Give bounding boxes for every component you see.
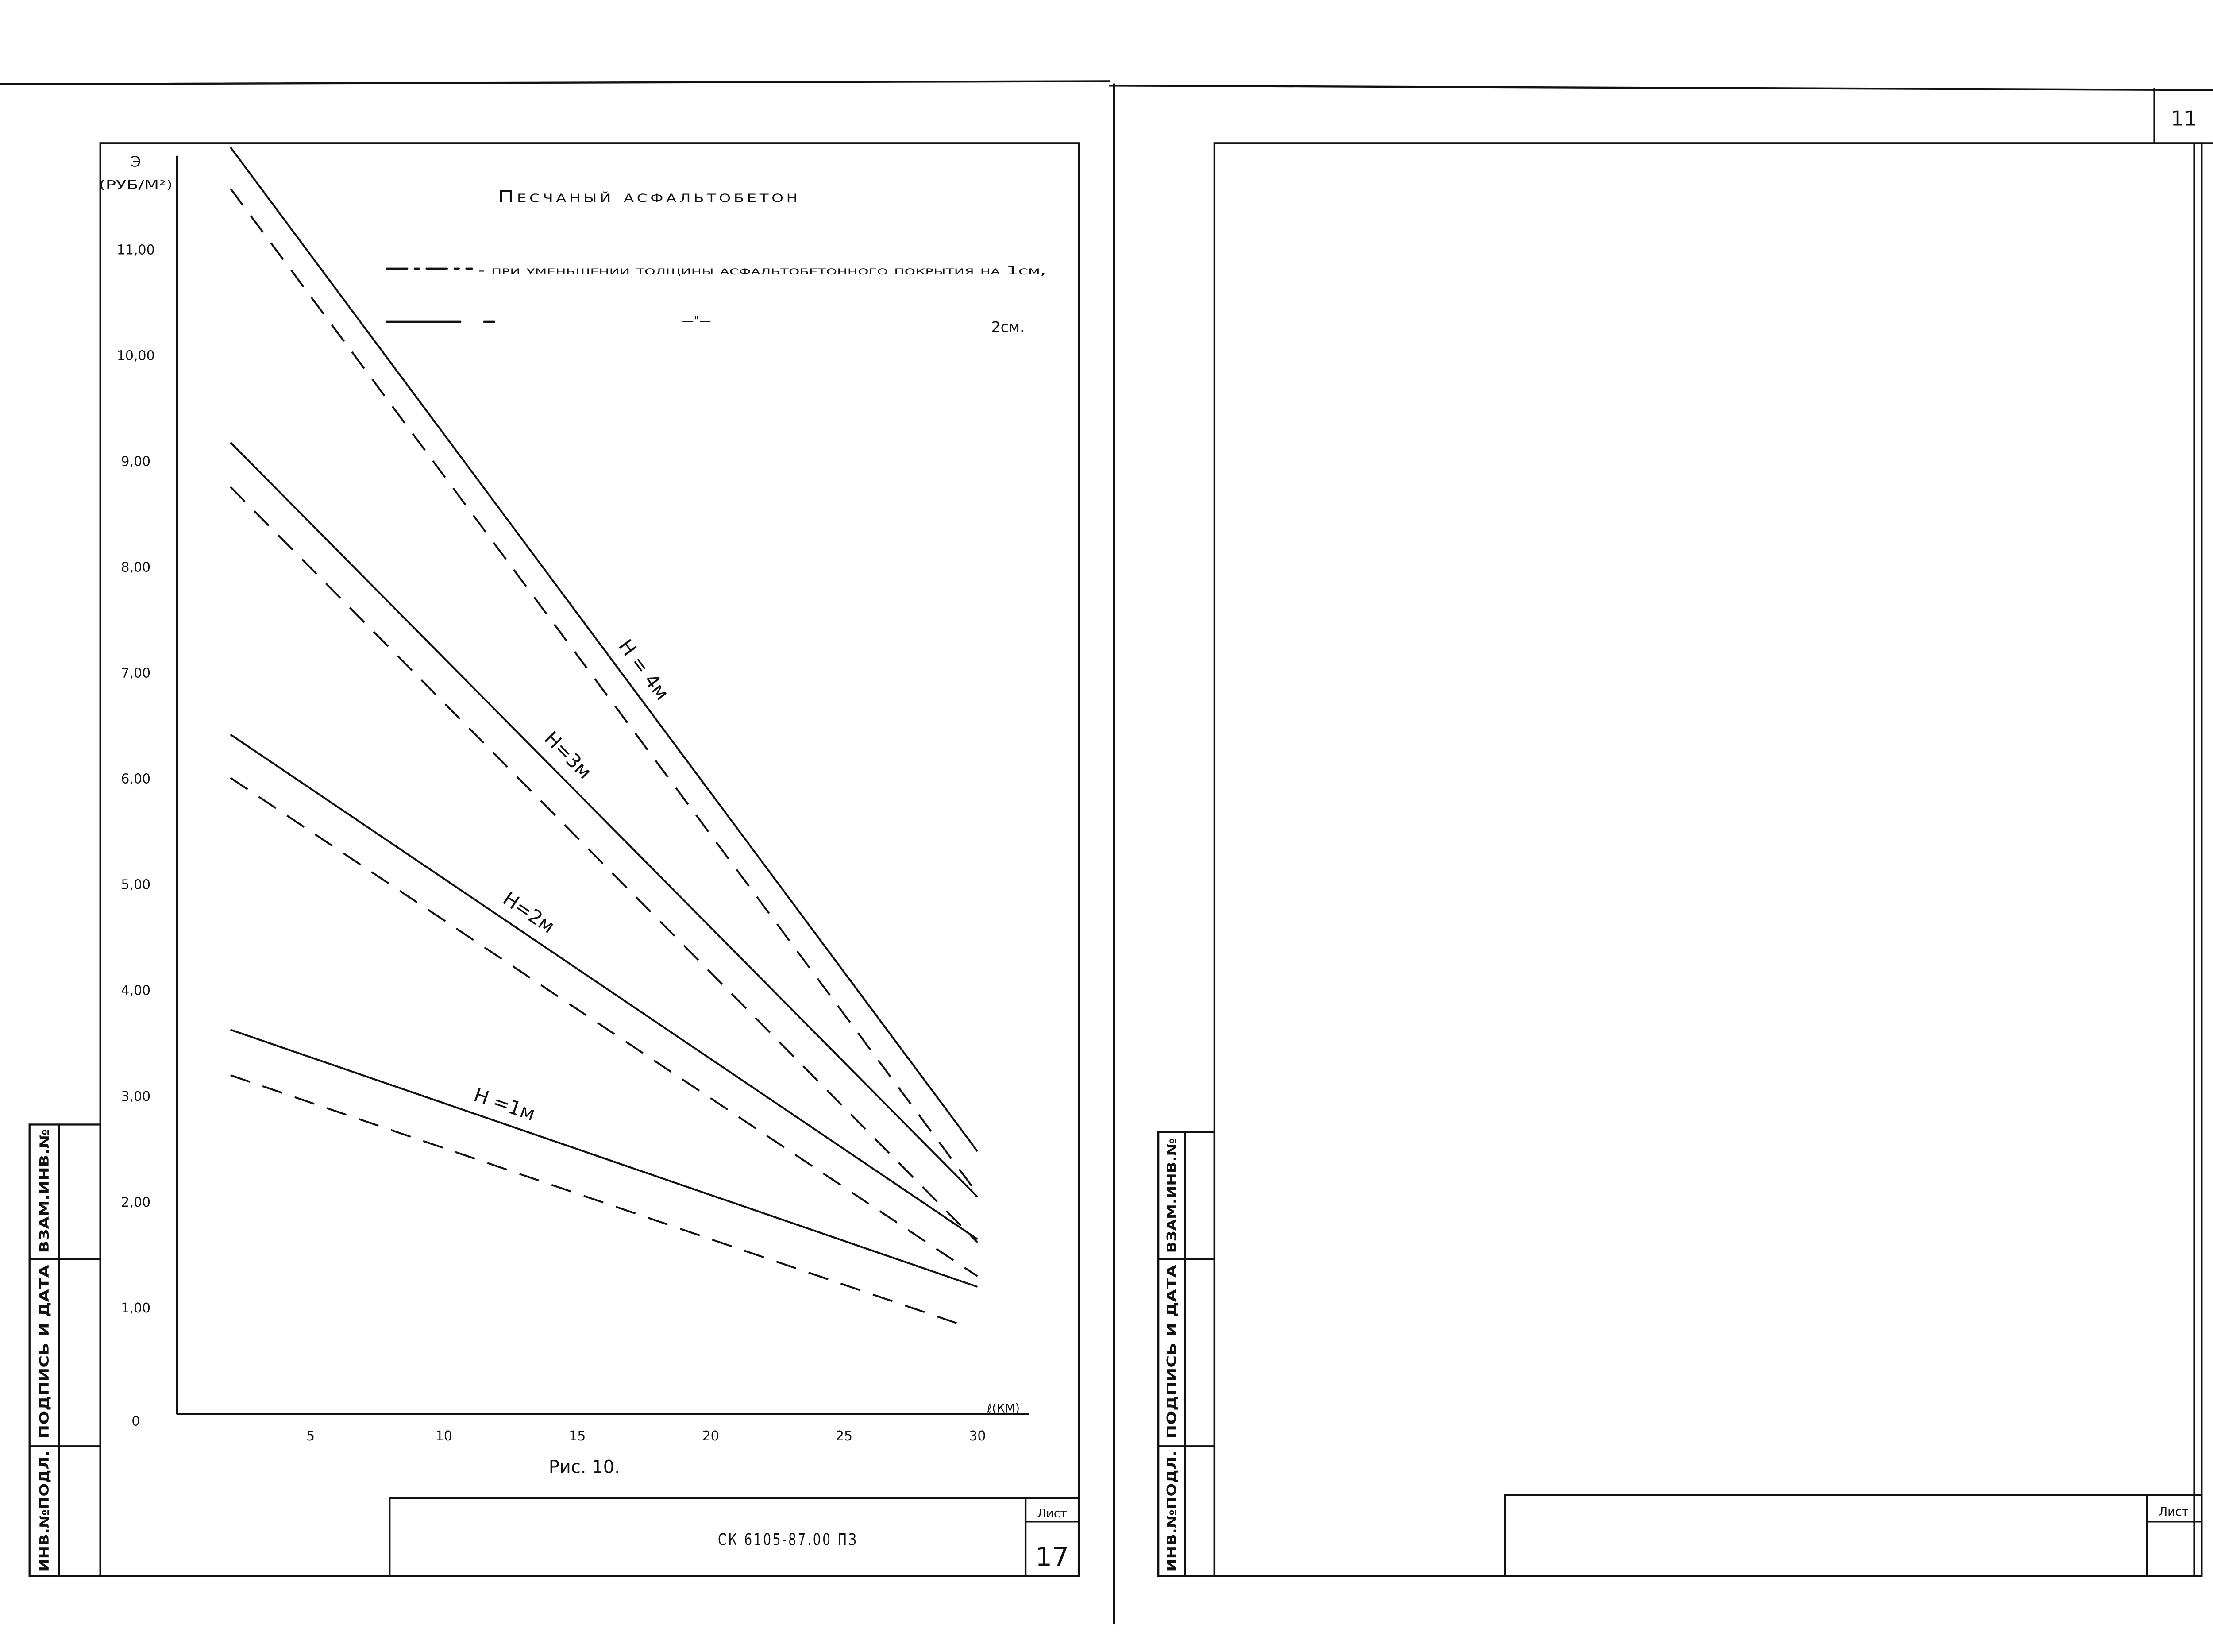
series-label: H = 4м <box>614 635 673 705</box>
chart-title: Песчаный асфальтобетон <box>498 187 801 206</box>
left-stamp-label-replacement: ВЗАМ.ИНВ.№ <box>37 1157 52 1253</box>
y-tick-label: 8,00 <box>121 560 151 575</box>
figure-caption: Рис. 10. <box>548 1457 620 1478</box>
x-tick-label: 20 <box>702 1428 719 1444</box>
right-stamp-label-original: ИНВ.№ПОДЛ. <box>1164 1474 1180 1572</box>
series-label: H=3м <box>540 727 596 784</box>
series-line-7-solid <box>231 1030 978 1287</box>
x-axis-label: ℓ(КМ) <box>987 1401 1020 1416</box>
series-line-1-solid <box>231 147 978 1152</box>
series-label: H=2м <box>498 888 559 938</box>
right-sheet-label: Лист <box>2159 1505 2189 1519</box>
series-line-8-dashed <box>231 1075 959 1324</box>
left-stamp-label-signature: ПОДПИСЬ И ДАТА <box>37 1308 52 1439</box>
right-title-block <box>1505 1495 2202 1576</box>
y-tick-label: 3,00 <box>121 1088 151 1104</box>
series-line-5-solid <box>231 734 978 1239</box>
series-line-6-dashed <box>231 778 978 1276</box>
series-line-4-dashed <box>231 487 978 1243</box>
y-tick-label: 10,00 <box>116 348 155 364</box>
y-tick-label: 7,00 <box>121 665 151 681</box>
y-tick-label: 11,00 <box>116 242 155 258</box>
series-line-3-solid <box>231 442 978 1197</box>
left-sheet-frame <box>100 143 1079 1576</box>
y-tick-label: 2,00 <box>121 1194 151 1210</box>
right-stamp-label-signature: ПОДПИСЬ И ДАТА <box>1164 1308 1180 1439</box>
sheet-borders <box>0 81 2213 1623</box>
right-sheet-frame <box>1214 143 2201 1576</box>
left-sheet-label: Лист <box>1037 1506 1067 1521</box>
series-line-2-dashed <box>231 189 978 1194</box>
y-tick-label: 9,00 <box>121 454 151 470</box>
x-tick-label: 30 <box>969 1428 986 1444</box>
top-right-sheet-number: 11 <box>2171 107 2197 131</box>
x-tick-label: 10 <box>435 1428 452 1444</box>
x-tick-label: 15 <box>569 1428 586 1444</box>
right-stamp-label-replacement: ВЗАМ.ИНВ.№ <box>1164 1157 1180 1253</box>
y-tick-label: 6,00 <box>121 771 151 787</box>
legend-ditto-mark: —"— <box>682 314 711 328</box>
top-edge-line-right <box>1110 85 2213 90</box>
series-label: H =1м <box>470 1084 538 1126</box>
y-tick-label: 0 <box>131 1413 140 1429</box>
y-tick-label: 5,00 <box>121 877 151 893</box>
legend-text-2cm: 2см. <box>991 318 1025 336</box>
x-tick-label: 5 <box>306 1428 315 1444</box>
top-edge-line-left <box>0 81 1110 84</box>
left-sheet-number: 17 <box>1035 1541 1069 1573</box>
chart-marks <box>231 147 978 1324</box>
chart-ticks <box>117 242 986 1444</box>
y-tick-label: 1,00 <box>121 1300 151 1316</box>
legend-text-1cm: - при уменьшении толщины асфальтобетонного покрытия на 1см, <box>478 264 1046 278</box>
document-code: СК 6105-87.00 ПЗ <box>717 1530 858 1549</box>
x-tick-label: 25 <box>835 1428 853 1444</box>
y-tick-label: 4,00 <box>121 983 151 999</box>
y-axis-label: Э <box>131 153 141 170</box>
left-stamp-label-original: ИНВ.№ПОДЛ. <box>37 1474 52 1572</box>
right-title-block-frame <box>1505 1495 2202 1576</box>
y-axis-unit: (РУБ/М²) <box>99 178 173 192</box>
